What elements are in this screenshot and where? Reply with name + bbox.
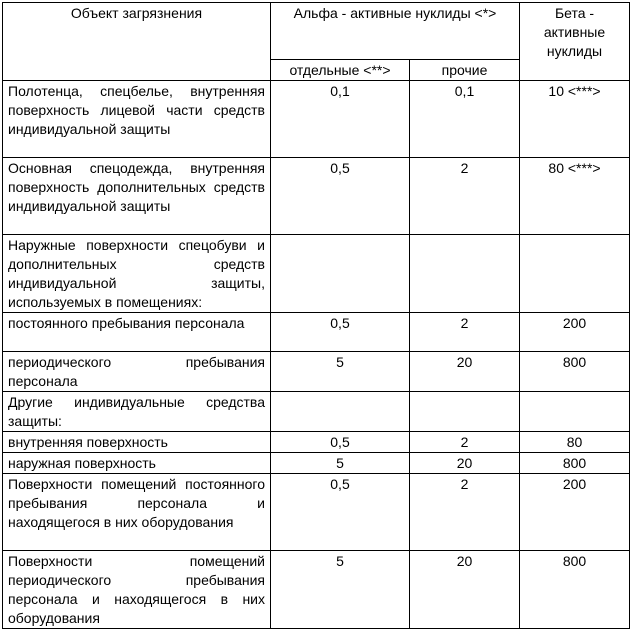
table-row bbox=[3, 453, 630, 474]
row-object: внутренняя поверхность bbox=[3, 432, 271, 453]
row-object: Поверхности помещений постоянного пребывания персонала и находящегося в них оборудования bbox=[3, 474, 271, 551]
row-object: периодического пребывания персонала bbox=[3, 352, 271, 392]
row-beta: 80 bbox=[520, 432, 630, 453]
row-beta: 200 bbox=[520, 313, 630, 352]
header-alpha-other: прочие bbox=[410, 60, 520, 81]
row-beta bbox=[520, 235, 630, 313]
table-row bbox=[3, 551, 630, 629]
row-object: наружная поверхность bbox=[3, 453, 271, 474]
row-object: Полотенца, спецбелье, внутренняя поверхность лицевой части средств индивидуальной защиты bbox=[3, 81, 271, 158]
row-object: постоянного пребывания персонала bbox=[3, 313, 271, 352]
header-alpha-individual: отдельные <**> bbox=[271, 60, 410, 81]
row-alpha-individual: 5 bbox=[271, 352, 410, 392]
table-row bbox=[3, 352, 630, 392]
table-row bbox=[3, 313, 630, 352]
row-object: Наружные поверхности спецобуви и дополнительных средств индивидуальной защиты, используемых в помещениях: bbox=[3, 235, 271, 313]
table-row bbox=[3, 158, 630, 235]
header-beta: Бета - активные нуклиды bbox=[520, 3, 630, 81]
row-alpha-individual bbox=[271, 235, 410, 313]
contamination-limits-table bbox=[2, 2, 630, 629]
row-alpha-individual: 0,5 bbox=[271, 474, 410, 551]
table-row bbox=[3, 235, 630, 313]
row-object: Основная спецодежда, внутренняя поверхность дополнительных средств индивидуальной защиты bbox=[3, 158, 271, 235]
row-alpha-individual bbox=[271, 392, 410, 432]
row-object: Другие индивидуальные средства защиты: bbox=[3, 392, 271, 432]
table-row bbox=[3, 432, 630, 453]
row-alpha-individual: 5 bbox=[271, 551, 410, 629]
row-alpha-other: 2 bbox=[410, 432, 520, 453]
row-alpha-other: 2 bbox=[410, 474, 520, 551]
row-beta: 200 bbox=[520, 474, 630, 551]
header-alpha: Альфа - активные нуклиды <*> bbox=[271, 3, 520, 60]
row-beta: 800 bbox=[520, 551, 630, 629]
row-beta: 800 bbox=[520, 453, 630, 474]
table-row bbox=[3, 474, 630, 551]
table-row bbox=[3, 81, 630, 158]
row-beta bbox=[520, 392, 630, 432]
row-alpha-other: 20 bbox=[410, 352, 520, 392]
row-alpha-other: 20 bbox=[410, 453, 520, 474]
row-alpha-individual: 0,1 bbox=[271, 81, 410, 158]
row-object: Поверхности помещений периодического пребывания персонала и находящегося в них оборудования bbox=[3, 551, 271, 629]
row-alpha-other: 2 bbox=[410, 313, 520, 352]
row-alpha-other: 20 bbox=[410, 551, 520, 629]
row-alpha-individual: 0,5 bbox=[271, 313, 410, 352]
row-beta: 80 <***> bbox=[520, 158, 630, 235]
row-beta: 800 bbox=[520, 352, 630, 392]
row-alpha-individual: 5 bbox=[271, 453, 410, 474]
row-alpha-individual: 0,5 bbox=[271, 158, 410, 235]
table-row bbox=[3, 392, 630, 432]
row-alpha-other bbox=[410, 392, 520, 432]
row-alpha-other: 0,1 bbox=[410, 81, 520, 158]
row-alpha-other: 2 bbox=[410, 158, 520, 235]
row-alpha-individual: 0,5 bbox=[271, 432, 410, 453]
header-object: Объект загрязнения bbox=[3, 3, 271, 81]
row-beta: 10 <***> bbox=[520, 81, 630, 158]
row-alpha-other bbox=[410, 235, 520, 313]
